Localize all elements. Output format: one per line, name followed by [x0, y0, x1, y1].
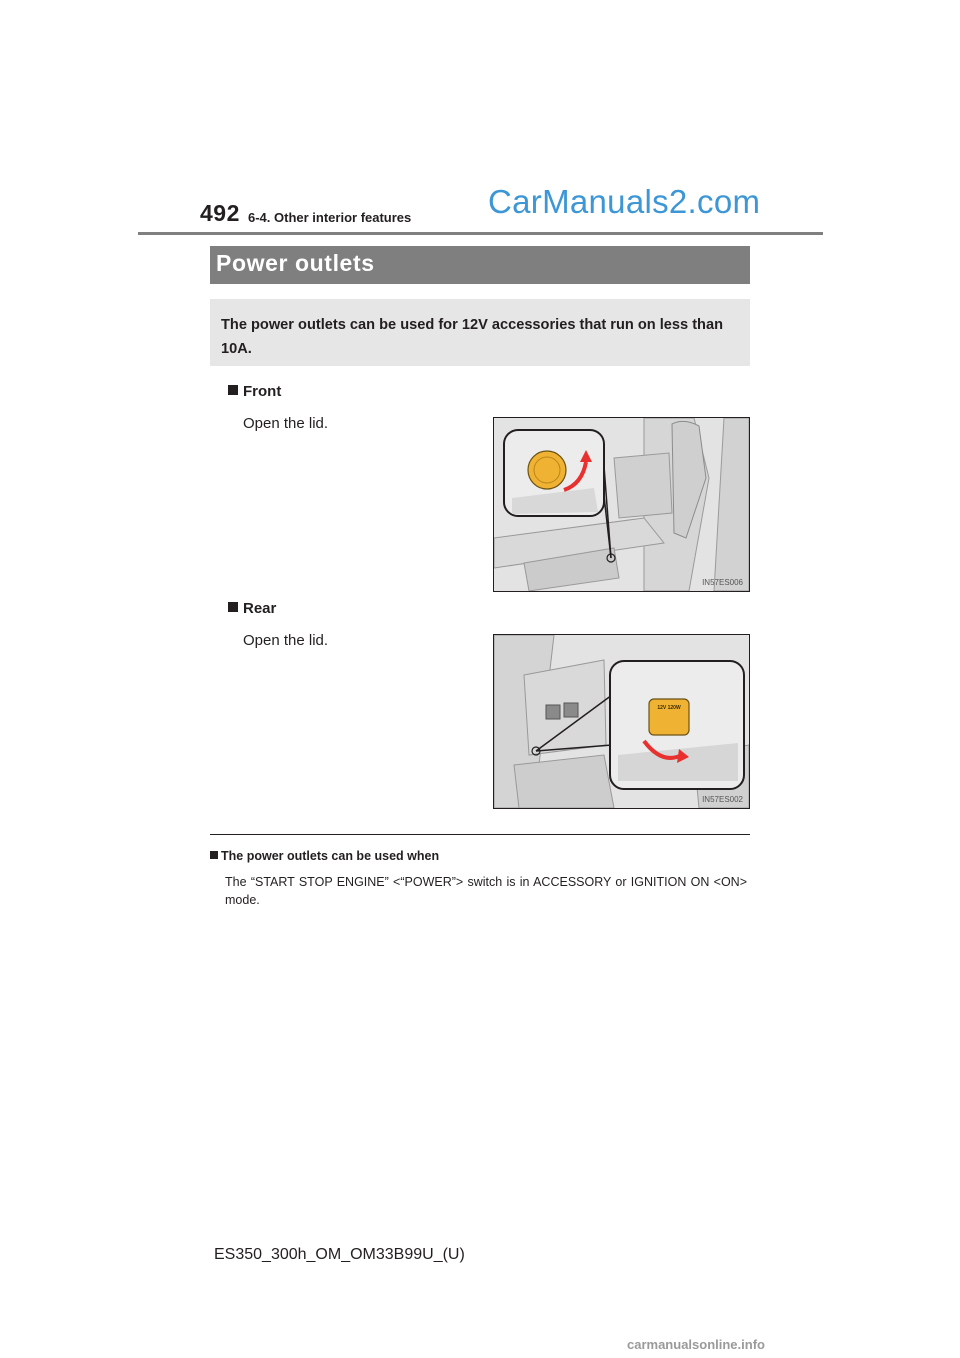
watermark-logo[interactable]: CarManuals2.com [488, 183, 761, 220]
rear-heading [228, 600, 276, 617]
header-rule [138, 232, 823, 235]
front-outlet-figure [493, 417, 750, 592]
rear-figure-code: IN57ES002 [702, 795, 743, 804]
front-console-illustration [494, 418, 749, 591]
note-divider [210, 834, 750, 835]
bottom-watermark[interactable]: carmanualsonline.info [627, 1337, 765, 1352]
page-title: Power outlets [216, 250, 375, 276]
front-heading-label: Front [243, 383, 282, 400]
front-heading [228, 383, 281, 400]
front-figure-code: IN57ES006 [702, 578, 743, 587]
square-bullet-icon [228, 385, 238, 395]
note-body: The “START STOP ENGINE” <“POWER”> switch is in ACCESSORY or IGNITION ON <ON> mode. [225, 875, 747, 907]
note-heading [210, 849, 439, 863]
rear-outlet-figure [493, 634, 750, 809]
front-instruction: Open the lid. [243, 415, 329, 432]
note-heading-label: The power outlets can be used when [221, 849, 440, 863]
rear-console-illustration [494, 635, 749, 808]
page-number: 492 [200, 200, 240, 226]
square-bullet-icon [228, 602, 238, 612]
rear-instruction: Open the lid. [243, 632, 329, 649]
intro-text: The power outlets can be used for 12V accessories that run on less than 10A. [221, 317, 724, 357]
outlet-label: 12V 120W [657, 705, 681, 711]
rear-heading-label: Rear [243, 600, 277, 617]
section-title: 6-4. Other interior features [248, 210, 412, 225]
square-bullet-icon [210, 851, 218, 859]
footer-code: ES350_300h_OM_OM33B99U_(U) [214, 1246, 465, 1263]
